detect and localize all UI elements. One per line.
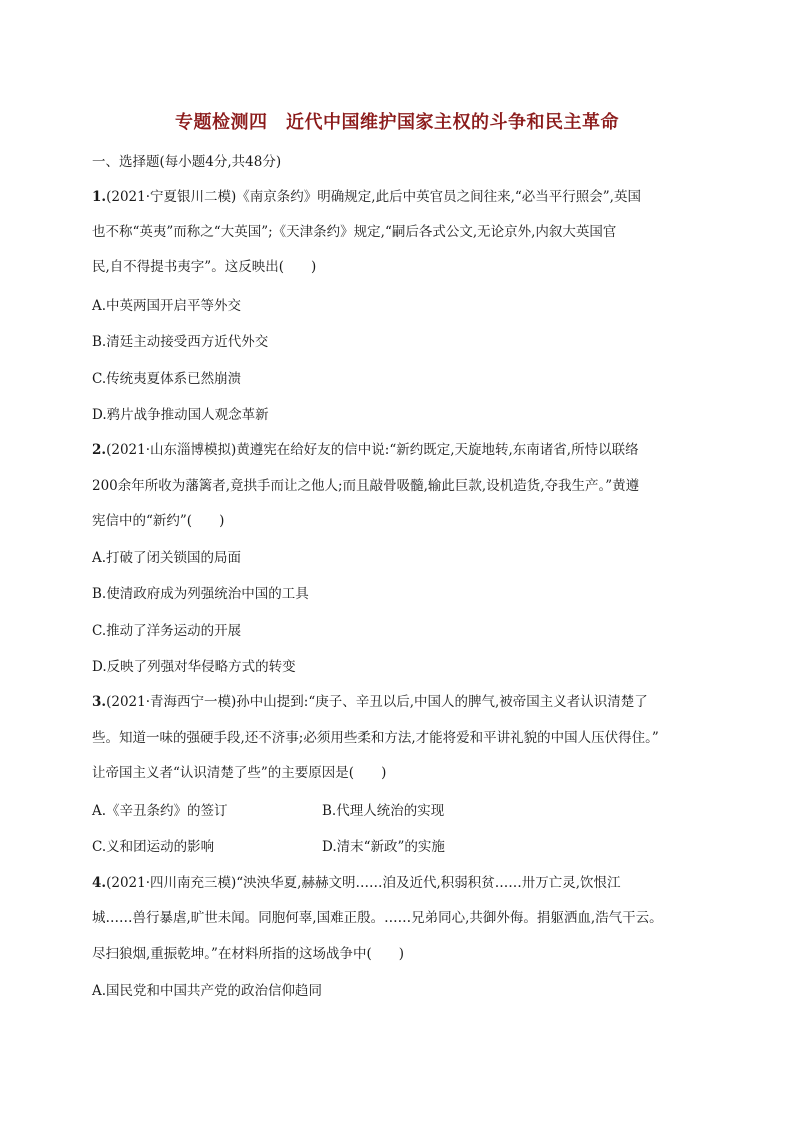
question-1-line-2: 也不称“英夷”而称之“大英国”;《天津条约》规定,“嗣后各式公文,无论京外,内叙大英国官 — [92, 224, 617, 240]
question-1-option-c: C.传统夷夏体系已然崩溃 — [92, 371, 242, 387]
question-2-option-a: A.打破了闭关锁国的局面 — [92, 550, 242, 566]
page-title: 专题检测四 近代中国维护国家主权的斗争和民主革命 — [175, 112, 619, 133]
question-2-option-d: D.反映了列强对华侵略方式的转变 — [92, 659, 296, 675]
question-4-line-3: 尽扫狼烟,重振乾坤。”在材料所指的这场战争中( ) — [92, 946, 404, 962]
question-3-option-a: A.《辛丑条约》的签订 — [92, 803, 228, 819]
question-2-option-c: C.推动了洋务运动的开展 — [92, 623, 242, 639]
question-4-number: 4. — [92, 875, 107, 891]
question-4-line-1 — [92, 873, 621, 893]
question-2-line-1 — [92, 440, 639, 460]
section-heading: 一、选择题(每小题4分,共48分) — [92, 154, 282, 170]
question-1-line-3: 民,自不得提书夷字”。这反映出( ) — [92, 259, 317, 275]
question-1-option-d: D.鸦片战争推动国人观念革新 — [92, 407, 269, 423]
question-3-number: 3. — [92, 694, 107, 710]
question-1-option-b: B.清廷主动接受西方近代外交 — [92, 334, 269, 350]
question-3-text-1: (2021·青海西宁一模)孙中山提到:“庚子、辛丑以后,中国人的脾气,被帝国主义者认识清楚了 — [106, 694, 648, 710]
question-2-option-b: B.使清政府成为列强统治中国的工具 — [92, 586, 309, 602]
question-2-number: 2. — [92, 442, 107, 458]
question-4-option-a: A.国民党和中国共产党的政治信仰趋同 — [92, 983, 323, 999]
question-3-option-d: D.清末“新政”的实施 — [322, 839, 445, 855]
question-4-text-1: (2021·四川南充三模)“泱泱华夏,赫赫文明……洎及近代,积弱积贫……卅万亡灵,饮恨江 — [106, 875, 621, 891]
question-3-line-3: 让帝国主义者“认识清楚了些”的主要原因是( ) — [92, 765, 387, 781]
question-2-line-2: 200余年所收为藩篱者,竟拱手而让之他人;而且敲骨吸髓,输此巨款,设机造货,夺我生产。”黄遵 — [92, 478, 640, 494]
question-3-option-c: C.义和团运动的影响 — [92, 839, 215, 855]
question-4-line-2: 城……兽行暴虐,旷世未闻。同胞何辜,国难正殷。……兄弟同心,共御外侮。捐躯洒血,浩气干云。 — [92, 910, 663, 926]
question-3-line-2: 些。知道一味的强硬手段,还不济事;必须用些柔和方法,才能将爱和平讲礼貌的中国人压伏得住。” — [92, 730, 659, 746]
question-3-option-b: B.代理人统治的实现 — [322, 803, 445, 819]
question-1-option-a: A.中英两国开启平等外交 — [92, 298, 242, 314]
question-3-line-1 — [92, 692, 648, 712]
question-1-text-1: (2021·宁夏银川二模)《南京条约》明确规定,此后中英官员之间往来,“必当平行照会”,英国 — [106, 189, 641, 205]
question-2-text-1: (2021·山东淄博模拟)黄遵宪在给好友的信中说:“新约既定,天旋地转,东南诸省,所恃以联络 — [106, 442, 639, 458]
question-1-number: 1. — [92, 189, 107, 205]
question-1-line-1 — [92, 187, 641, 207]
question-2-line-3: 宪信中的“新约”( ) — [92, 513, 225, 529]
